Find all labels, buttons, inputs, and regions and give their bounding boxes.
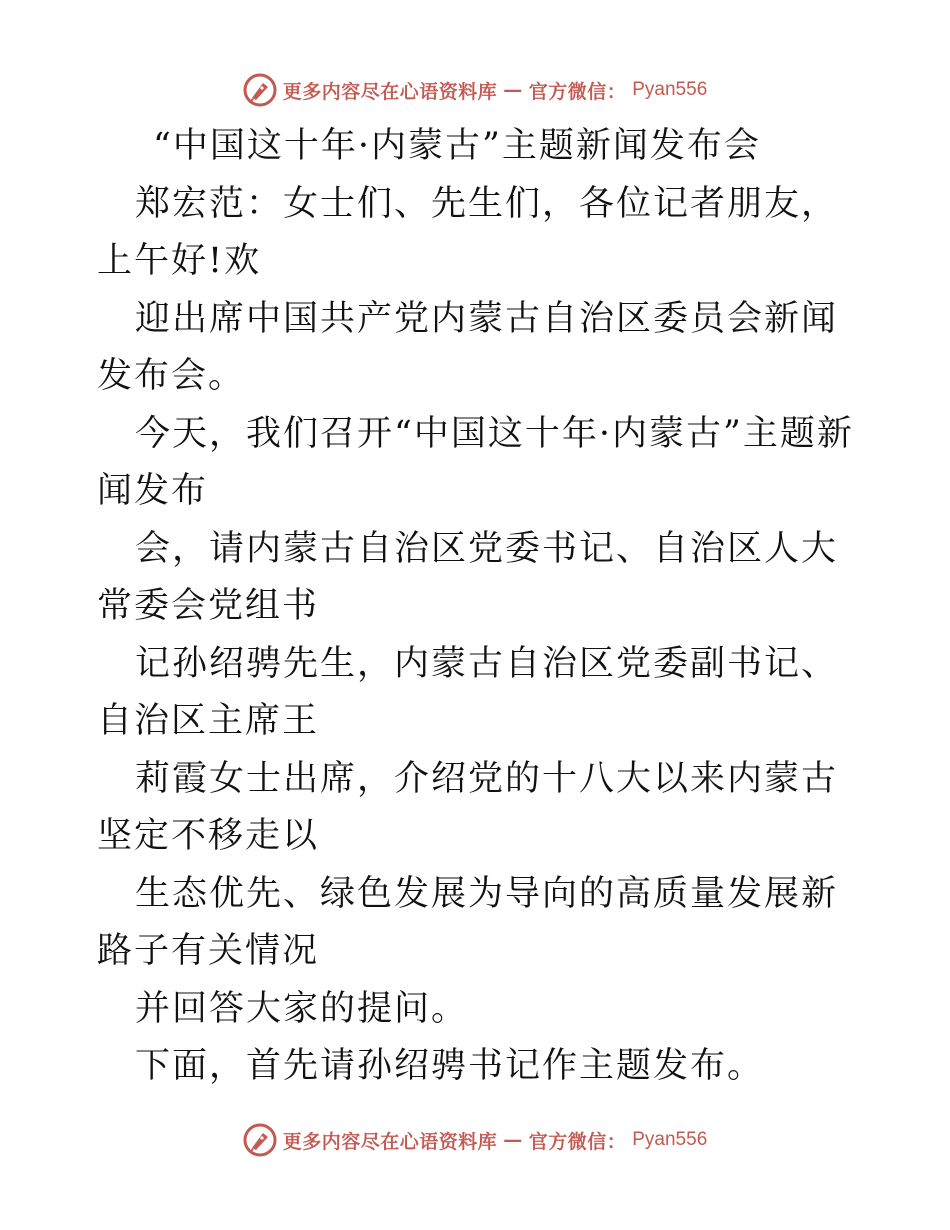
pen-nib-logo-icon (243, 73, 277, 107)
paragraph: 并回答大家的提问。 (135, 988, 469, 1029)
banner-official-label: 官方微信： (528, 80, 627, 103)
banner-separator: — (503, 79, 523, 101)
banner-official-label: 官方微信： (528, 1130, 627, 1153)
banner-account: Pyan556 (632, 79, 708, 100)
paragraph: 莉霞女士出席，介绍党的十八大以来内蒙古坚定不移走以 (97, 758, 839, 856)
paragraph: 郑宏范：女士们、先生们，各位记者朋友，上午好!欢 (97, 183, 839, 281)
document-title: “中国这十年·内蒙古”主题新闻发布会 (153, 126, 761, 166)
paragraph: 会，请内蒙古自治区党委书记、自治区人大常委会党组书 (97, 528, 839, 626)
paragraph: 记孙绍骋先生，内蒙古自治区党委副书记、自治区主席王 (97, 643, 839, 741)
paragraph: 迎出席中国共产党内蒙古自治区委员会新闻发布会。 (97, 298, 839, 396)
banner-text: 更多内容尽在心语资料库 (282, 1130, 498, 1153)
paragraph: 下面，首先请孙绍骋书记作主题发布。 (135, 1046, 765, 1086)
paragraph: 生态优先、绿色发展为导向的高质量发展新路子有关情况 (97, 873, 839, 971)
document-body (97, 118, 857, 1096)
header-banner (0, 70, 950, 110)
banner-text: 更多内容尽在心语资料库 (282, 80, 498, 103)
banner-account: Pyan556 (632, 1129, 708, 1150)
banner-separator: — (503, 1129, 523, 1151)
footer-banner (0, 1120, 950, 1160)
paragraph: 今天，我们召开“中国这十年·内蒙古”主题新闻发布 (97, 413, 854, 511)
pen-nib-logo-icon (243, 1123, 277, 1157)
